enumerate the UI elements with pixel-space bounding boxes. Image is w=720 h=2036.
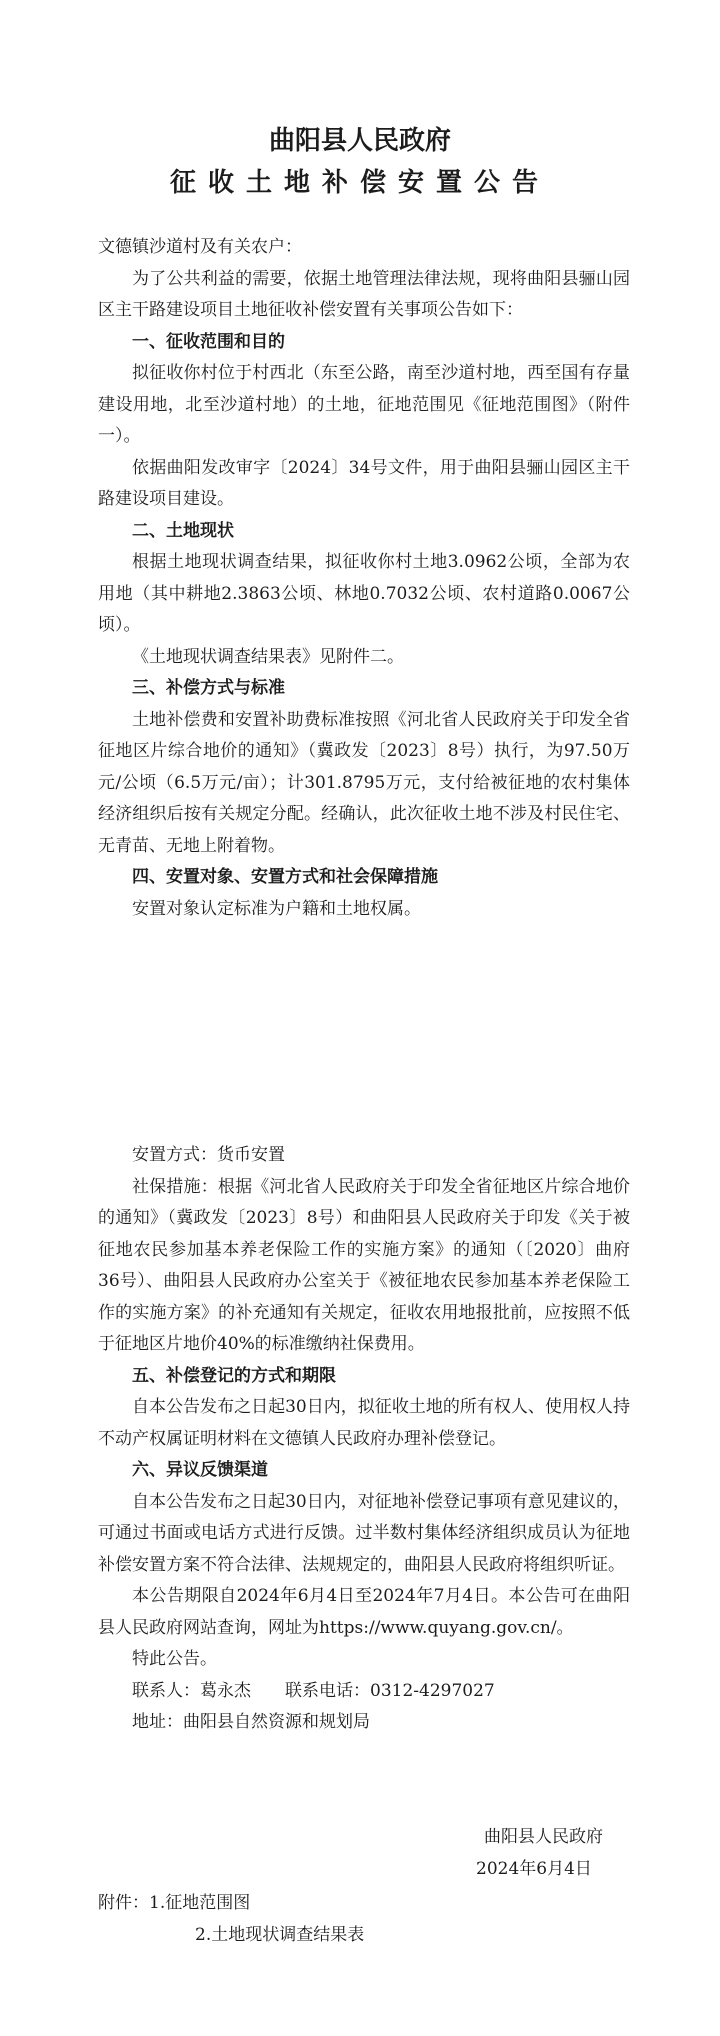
section-4-paragraph-3: 社保措施：根据《河北省人民政府关于印发全省征地区片综合地价的通知》（冀政发〔2023〕8号）和曲阳县人民政府关于印发《关于被征地农民参加基本养老保险工作的实施方案》的通知（〔2020〕曲府36号）、曲阳县人民政府办公室关于《被征地农民参加基本养老保险工作的实施方案》的补充通知有关规定，征收农用地报批前，应按照不低于征地区片地价40%的标准缴纳社保费用。 bbox=[98, 1176, 630, 1354]
signature-date: 2024年6月4日 bbox=[476, 1859, 592, 1879]
salutation: 文德镇沙道村及有关农户： bbox=[98, 237, 302, 257]
closing-line: 特此公告。 bbox=[132, 1649, 217, 1669]
section-3-heading: 三、补偿方式与标准 bbox=[132, 678, 285, 698]
title-line-1: 曲阳县人民政府 bbox=[268, 126, 451, 156]
body-part-2 bbox=[98, 1140, 630, 1739]
body-part-1 bbox=[98, 232, 630, 925]
section-1-paragraph-1: 拟征收你村位于村西北（东至公路，南至沙道村地，西至国有存量建设用地，北至沙道村地）的土地，征地范围见《征地范围图》（附件一）。 bbox=[98, 363, 630, 446]
contact-line: 联系人：葛永杰 联系电话：0312-4297027 bbox=[132, 1680, 495, 1701]
intro-paragraph: 为了公共利益的需要，依据土地管理法律法规，现将曲阳县骊山园区主干路建设项目土地征收补偿安置有关事项公告如下： bbox=[98, 268, 630, 320]
section-4-paragraph-2: 安置方式：货币安置 bbox=[132, 1145, 285, 1165]
section-5-paragraph-1: 自本公告发布之日起30日内，拟征收土地的所有权人、使用权人持不动产权属证明材料在文德镇人民政府办理补偿登记。 bbox=[98, 1397, 630, 1449]
attachment-1: 附件：1.征地范围图 bbox=[98, 1893, 251, 1913]
section-1-heading: 一、征收范围和目的 bbox=[132, 331, 285, 352]
section-6-paragraph-1: 自本公告发布之日起30日内，对征地补偿登记事项有意见建议的，可通过书面或电话方式进行反馈。过半数村集体经济组织成员认为征地补偿安置方案不符合法律、法规规定的，曲阳县人民政府将组织听证。 bbox=[98, 1491, 630, 1575]
section-2-heading: 二、土地现状 bbox=[132, 520, 234, 541]
section-6-heading: 六、异议反馈渠道 bbox=[132, 1460, 268, 1480]
section-3-paragraph-1: 土地补偿费和安置补助费标准按照《河北省人民政府关于印发全省征地区片综合地价的通知》（冀政发〔2023〕8号）执行，为97.50万元/公顷（6.5万元/亩）；计301.8795万元，支付给被征地的农村集体经济组织后按有关规定分配。经确认，此次征收土地不涉及村民住宅、无青苗、无地上附着物。 bbox=[98, 709, 630, 856]
title-line-2: 征收土地补偿安置公告 bbox=[169, 168, 550, 198]
section-1-paragraph-2: 依据曲阳发改审字〔2024〕34号文件，用于曲阳县骊山园区主干路建设项目建设。 bbox=[98, 457, 630, 509]
section-4-heading: 四、安置对象、安置方式和社会保障措施 bbox=[132, 867, 438, 887]
period-paragraph: 本公告期限自2024年6月4日至2024年7月4日。本公告可在曲阳县人民政府网站查询，网址为https://www.quyang.gov.cn/。 bbox=[98, 1586, 630, 1638]
section-2-paragraph-2: 《土地现状调查结果表》见附件二。 bbox=[132, 646, 404, 667]
address-line: 地址：曲阳县自然资源和规划局 bbox=[132, 1712, 370, 1732]
section-2-paragraph-1: 根据土地现状调查结果，拟征收你村土地3.0962公顷，全部为农用地（其中耕地2.3863公顷、林地0.7032公顷、农村道路0.0067公顷）。 bbox=[98, 552, 630, 635]
section-5-heading: 五、补偿登记的方式和期限 bbox=[132, 1365, 336, 1386]
attachment-2: 2.土地现状调查结果表 bbox=[195, 1925, 365, 1945]
signature-organization: 曲阳县人民政府 bbox=[484, 1827, 603, 1847]
section-4-paragraph-1: 安置对象认定标准为户籍和土地权属。 bbox=[132, 898, 421, 919]
